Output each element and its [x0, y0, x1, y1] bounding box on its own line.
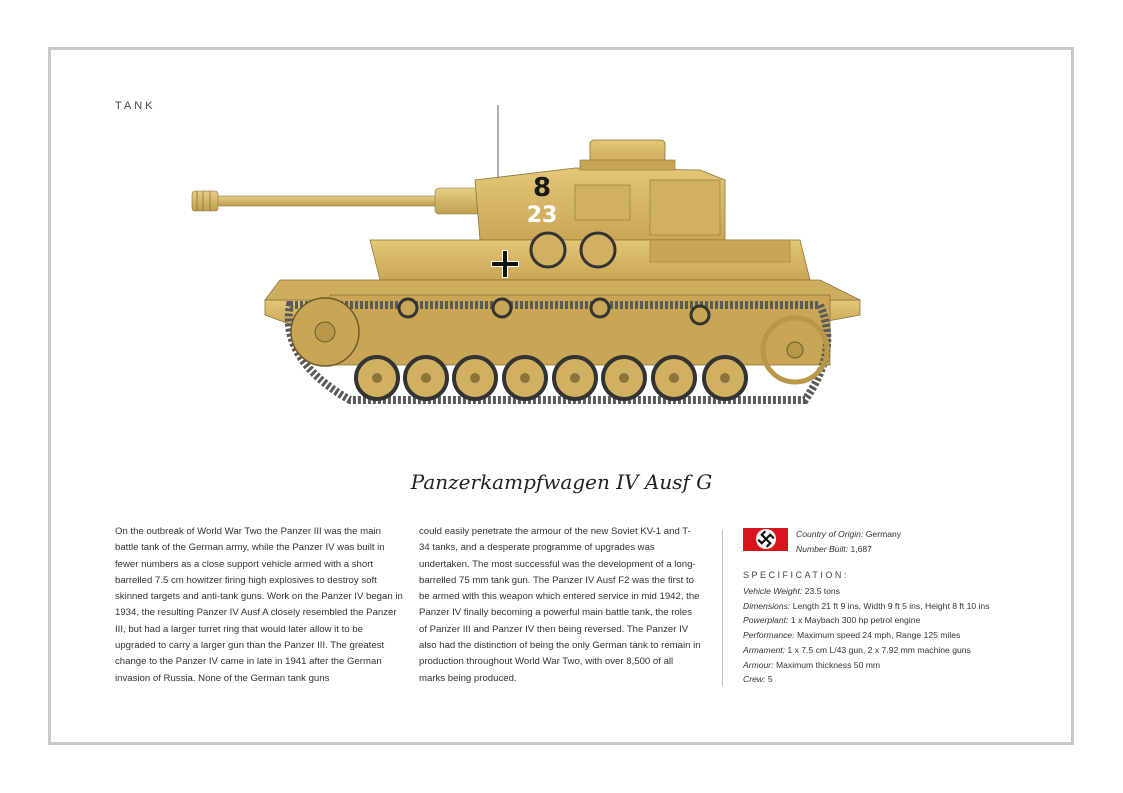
category-label: TANK: [115, 100, 156, 112]
description-column-2: could easily penetrate the armour of the new Soviet KV-1 and T-34 tanks, and a desperate programme of upgrades was undertaken. The most successful was the development of a long-barrelled 75 mm tank gun. The Panzer IV Ausf F2 was the first to be armed with this weapon which entered service in mid 1942, the Panzer IV finally becoming a powerful main battle tank, the roles of Panzer III and Panzer IV then being reversed. The Panzer IV also had the distinction of being the only German tank to remain in production throughout World War Two, with over 8,500 of all marks being produced.: [419, 526, 701, 684]
country-flag: [743, 528, 788, 551]
column-divider: [722, 530, 723, 686]
spec-item: Performance: Maximum speed 24 mph, Range 125 miles: [743, 630, 961, 641]
origin-country-label: Country of Origin:: [796, 529, 864, 539]
origin-info: [796, 527, 901, 557]
description-column-1: On the outbreak of World War Two the Panzer III was the main battle tank of the German army, while the Panzer IV was built in fewer numbers as a close support vehicle armed with a short barrelled 7.5 cm howitzer firing high explosives to destroy soft skinned targets and anti-tank guns. Work on the Panzer IV began in 1934, the resulting Panzer IV Ausf A closely resembled the Panzer III, but had a larger turret ring that would later allow it to be upgraded to carry a larger gun than the Panzer III. The greatest change to the Panzer IV came in late in 1941 after the German invasion of Russia. None of the German tank guns: [115, 526, 403, 684]
spec-item: Crew: 5: [743, 674, 773, 685]
spec-item: Vehicle Weight: 23.5 tons: [743, 586, 840, 596]
spec-item: Powerplant: 1 x Maybach 300 hp petrol engine: [743, 615, 921, 626]
flag-emblem-icon: [756, 529, 776, 549]
specification-heading: SPECIFICATION:: [743, 570, 849, 580]
tank-illustration: [180, 100, 870, 410]
spec-item: Armour: Maximum thickness 50 mm: [743, 659, 881, 670]
turret: [475, 140, 725, 240]
svg-text:23: 23: [526, 203, 558, 228]
specification-list: [743, 584, 990, 687]
origin-country-value: Germany: [865, 529, 902, 539]
vehicle-title: Panzerkampfwagen IV Ausf G: [410, 470, 713, 494]
swastika-icon: [756, 529, 776, 549]
spec-item: Dimensions: Length 21 ft 9 ins, Width 9 ft 5 ins, Height 8 ft 10 ins: [743, 600, 990, 611]
svg-text:8: 8: [532, 173, 552, 203]
main-gun: [192, 188, 480, 214]
spec-item: Armament: 1 x 7.5 cm L/43 gun, 2 x 7.92 mm machine guns: [743, 644, 971, 655]
drive-sprocket: [291, 298, 359, 366]
number-built-value: 1,687: [850, 544, 872, 554]
number-built-label: Number Built:: [796, 544, 849, 554]
